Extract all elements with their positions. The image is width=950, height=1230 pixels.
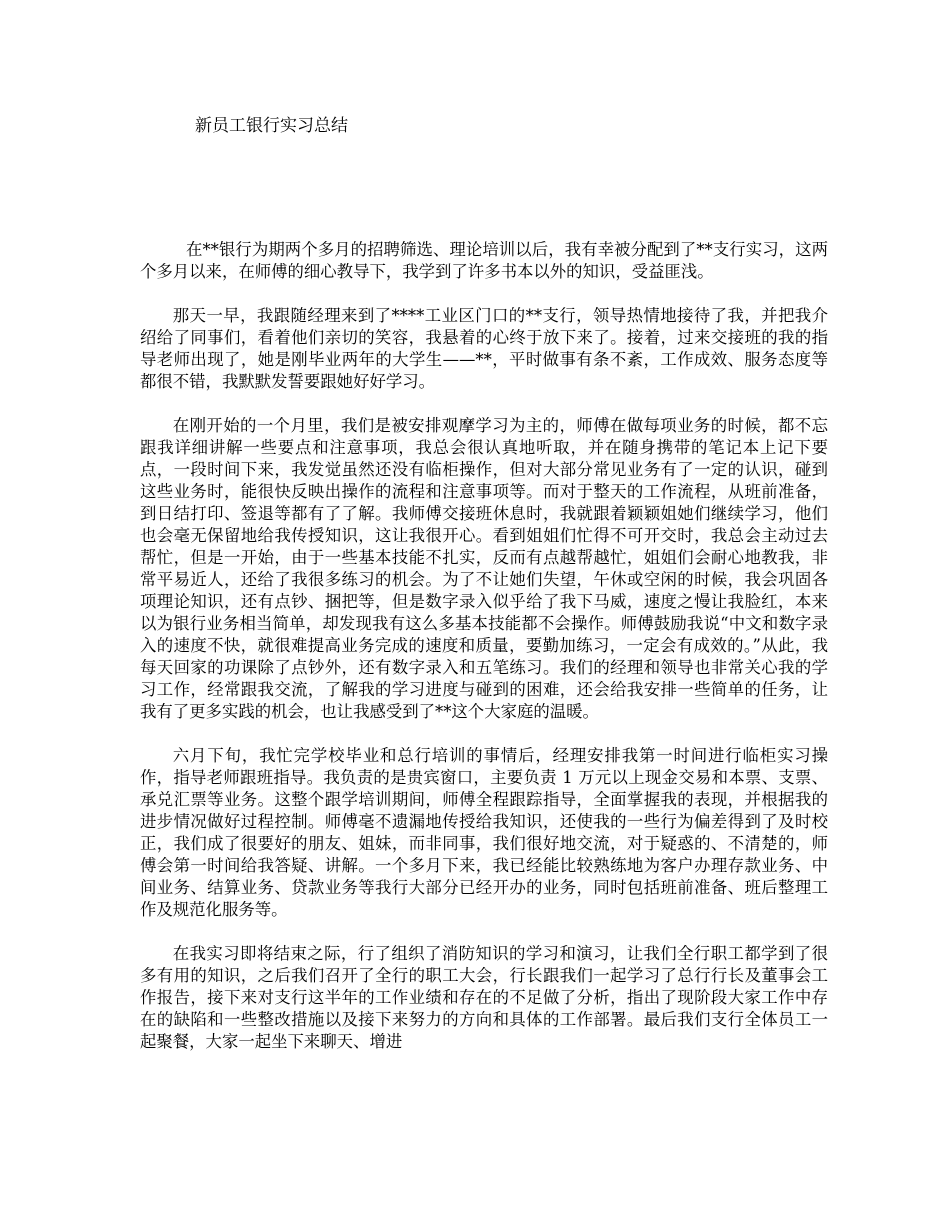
paragraph-2: 那天一早，我跟随经理来到了****工业区门口的**支行，领导热情地接待了我，并把我介绍给了同事们，看着他们亲切的笑容，我悬着的心终于放下来了。接着，过来交接班的我的指导老师出现了，她是刚毕业两年的大学生——**，平时做事有条不紊，工作成效、服务态度等都很不错，我默默发誓要跟她好好学习。	[140, 306, 828, 391]
paragraph-1: 在**银行为期两个多月的招聘筛选、理论培训以后，我有幸被分配到了**支行实习，这两个多月以来，在师傅的细心教导下，我学到了许多书本以外的知识，受益匪浅。	[140, 240, 828, 281]
document-title: 新员工银行实习总结	[195, 116, 348, 136]
document-body	[140, 239, 828, 1075]
paragraph-3: 在刚开始的一个月里，我们是被安排观摩学习为主的，师傅在做每项业务的时候，都不忘跟我详细讲解一些要点和注意事项，我总会很认真地听取，并在随身携带的笔记本上记下要点，一段时间下来，我发觉虽然还没有临柜操作，但对大部分常见业务有了一定的认识，碰到这些业务时，能很快反映出操作的流程和注意事项等。而对于整天的工作流程，从班前准备，到日结打印、签退等都有了了解。我师傅交接班休息时，我就跟着颖颖姐她们继续学习，他们也会毫无保留地给我传授知识，这让我很开心。看到姐姐们忙得不可开交时，我总会主动过去帮忙，但是一开始，由于一些基本技能不扎实，反而有点越帮越忙，姐姐们会耐心地教我，非常平易近人，还给了我很多练习的机会。为了不让她们失望，午休或空闲的时候，我会巩固各项理论知识，还有点钞、捆把等，但是数字录入似乎给了我下马威，速度之慢让我脸红，本来以为银行业务相当简单，却发现我有这么多基本技能都不会操作。师傅鼓励我说“中文和数字录入的速度不快，就很难提高业务完成的速度和质量，要勤加练习，一定会有成效的。”从此，我每天回家的功课除了点钞外，还有数字录入和五笔练习。我们的经理和领导也非常关心我的学习工作，经常跟我交流，了解我的学习进度与碰到的困难，还会给我安排一些简单的任务，让我有了更多实践的机会，也让我感受到了**这个大家庭的温暖。	[140, 416, 828, 721]
paragraph-5: 在我实习即将结束之际，行了组织了消防知识的学习和演习，让我们全行职工都学到了很多有用的知识，之后我们召开了全行的职工大会，行长跟我们一起学习了总行行长及董事会工作报告，接下来对支行这半年的工作业绩和存在的不足做了分析，指出了现阶段大家工作中存在的缺陷和一些整改措施以及接下来努力的方向和具体的工作部署。最后我们支行全体员工一起聚餐，大家一起坐下来聊天、增进	[140, 944, 828, 1051]
paragraph-4: 六月下旬，我忙完学校毕业和总行培训的事情后，经理安排我第一时间进行临柜实习操作，指导老师跟班指导。我负责的是贵宾窗口，主要负责 1 万元以上现金交易和本票、支票、承兑汇票等业务。这整个跟学培训期间，师傅全程跟踪指导，全面掌握我的表现，并根据我的进步情况做好过程控制。师傅毫不遗漏地传授给我知识，还使我的一些行为偏差得到了及时校正，我们成了很要好的朋友、姐妹，而非同事，我们很好地交流，对于疑惑的、不清楚的，师傅会第一时间给我答疑、讲解。一个多月下来，我已经能比较熟练地为客户办理存款业务、中间业务、结算业务、贷款业务等我行大部分已经开办的业务，同时包括班前准备、班后整理工作及规范化服务等。	[140, 746, 828, 919]
